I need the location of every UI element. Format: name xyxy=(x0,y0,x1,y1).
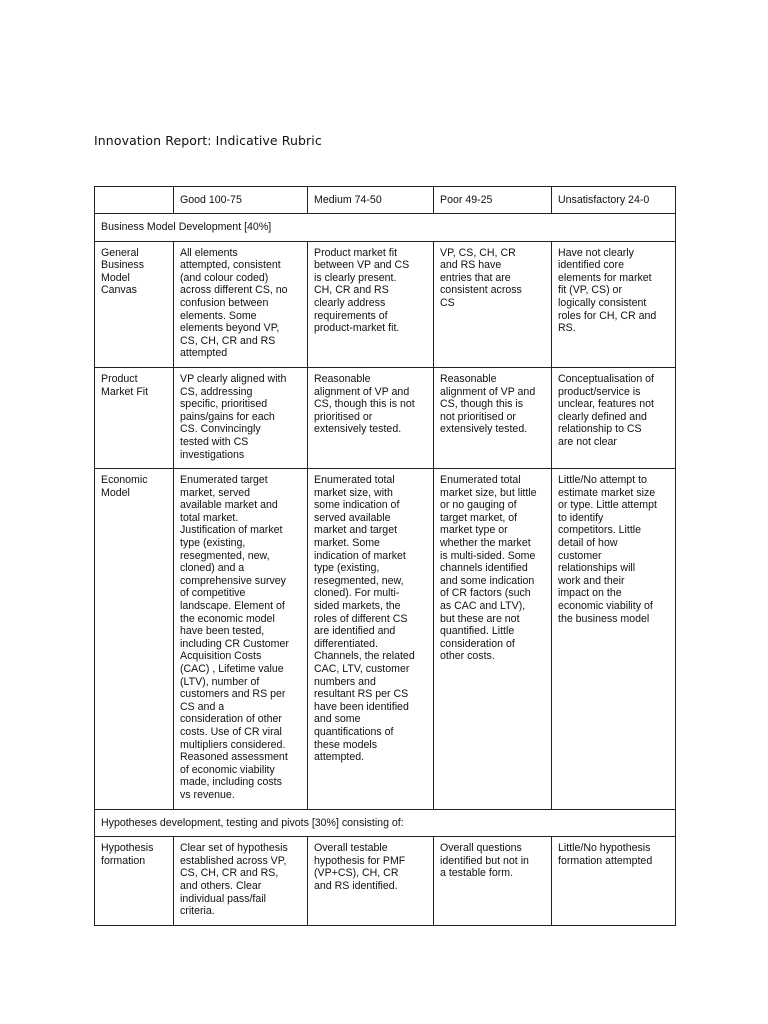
section-title: Hypotheses development, testing and pivots [30%] consisting of: xyxy=(95,809,676,837)
table-row xyxy=(95,241,676,367)
header-cell-unsatisfactory: Unsatisfactory 24-0 xyxy=(552,187,676,214)
unsatisfactory-cell: Little/No attempt to estimate market size or type. Little attempt to identify competitors. Little detail of how customer relationships will work and their impact on the economic viability of the business model xyxy=(552,469,676,809)
unsatisfactory-cell: Have not clearly identified core elements for market fit (VP, CS) or logically consistent roles for CH, CR and RS. xyxy=(552,241,676,367)
medium-cell: Reasonable alignment of VP and CS, though this is not prioritised or extensively tested. xyxy=(308,367,434,468)
section-title: Business Model Development [40%] xyxy=(95,214,676,242)
good-cell: All elements attempted, consistent (and colour coded) across different CS, no confusion between elements. Some elements beyond VP, CS, CH, CR and RS attempted xyxy=(174,241,308,367)
section-row-hypotheses xyxy=(95,809,676,837)
header-row xyxy=(95,187,676,214)
poor-cell: Overall questions identified but not in a testable form. xyxy=(434,837,552,926)
medium-cell: Enumerated total market size, with some indication of served available market and target market. Some indication of market type (existing, resegmented, new, cloned). For multi- sided markets, the roles of different CS are identified and differentiated. Channels, the related CAC, LTV, customer numbers and resultant RS per CS have been identified and some quantifications of these models attempted. xyxy=(308,469,434,809)
good-cell: Enumerated target market, served available market and total market. Justification of market type (existing, resegmented, new, cloned) and a comprehensive survey of competitive landscape. Element of the economic model have been tested, including CR Customer Acquisition Costs (CAC) , Lifetime value (LTV), number of customers and RS per CS and a consideration of other costs. Use of CR viral multipliers considered. Reasoned assessment of economic viability made, including costs vs revenue. xyxy=(174,469,308,809)
table-row xyxy=(95,837,676,926)
criterion-cell: Product Market Fit xyxy=(95,367,174,468)
unsatisfactory-cell: Little/No hypothesis formation attempted xyxy=(552,837,676,926)
header-cell-poor: Poor 49-25 xyxy=(434,187,552,214)
unsatisfactory-cell: Conceptualisation of product/service is unclear, features not clearly defined and relationship to CS are not clear xyxy=(552,367,676,468)
table-row xyxy=(95,469,676,809)
section-row-business-model xyxy=(95,214,676,242)
header-cell-criterion xyxy=(95,187,174,214)
poor-cell: Reasonable alignment of VP and CS, though this is not prioritised or extensively tested. xyxy=(434,367,552,468)
page-title: Innovation Report: Indicative Rubric xyxy=(94,133,322,148)
header-cell-good: Good 100-75 xyxy=(174,187,308,214)
criterion-cell: General Business Model Canvas xyxy=(95,241,174,367)
poor-cell: Enumerated total market size, but little or no gauging of target market, of market type or whether the market is multi-sided. Some channels identified and some indication of CR factors (such as CAC and LTV), but these are not quantified. Little consideration of other costs. xyxy=(434,469,552,809)
criterion-cell: Hypothesis formation xyxy=(95,837,174,926)
good-cell: VP clearly aligned with CS, addressing specific, prioritised pains/gains for each CS. Convincingly tested with CS investigations xyxy=(174,367,308,468)
rubric-table xyxy=(94,186,676,926)
poor-cell: VP, CS, CH, CR and RS have entries that are consistent across CS xyxy=(434,241,552,367)
header-cell-medium: Medium 74-50 xyxy=(308,187,434,214)
medium-cell: Overall testable hypothesis for PMF (VP+CS), CH, CR and RS identified. xyxy=(308,837,434,926)
criterion-cell: Economic Model xyxy=(95,469,174,809)
table-row xyxy=(95,367,676,468)
medium-cell: Product market fit between VP and CS is clearly present. CH, CR and RS clearly address requirements of product-market fit. xyxy=(308,241,434,367)
good-cell: Clear set of hypothesis established across VP, CS, CH, CR and RS, and others. Clear individual pass/fail criteria. xyxy=(174,837,308,926)
